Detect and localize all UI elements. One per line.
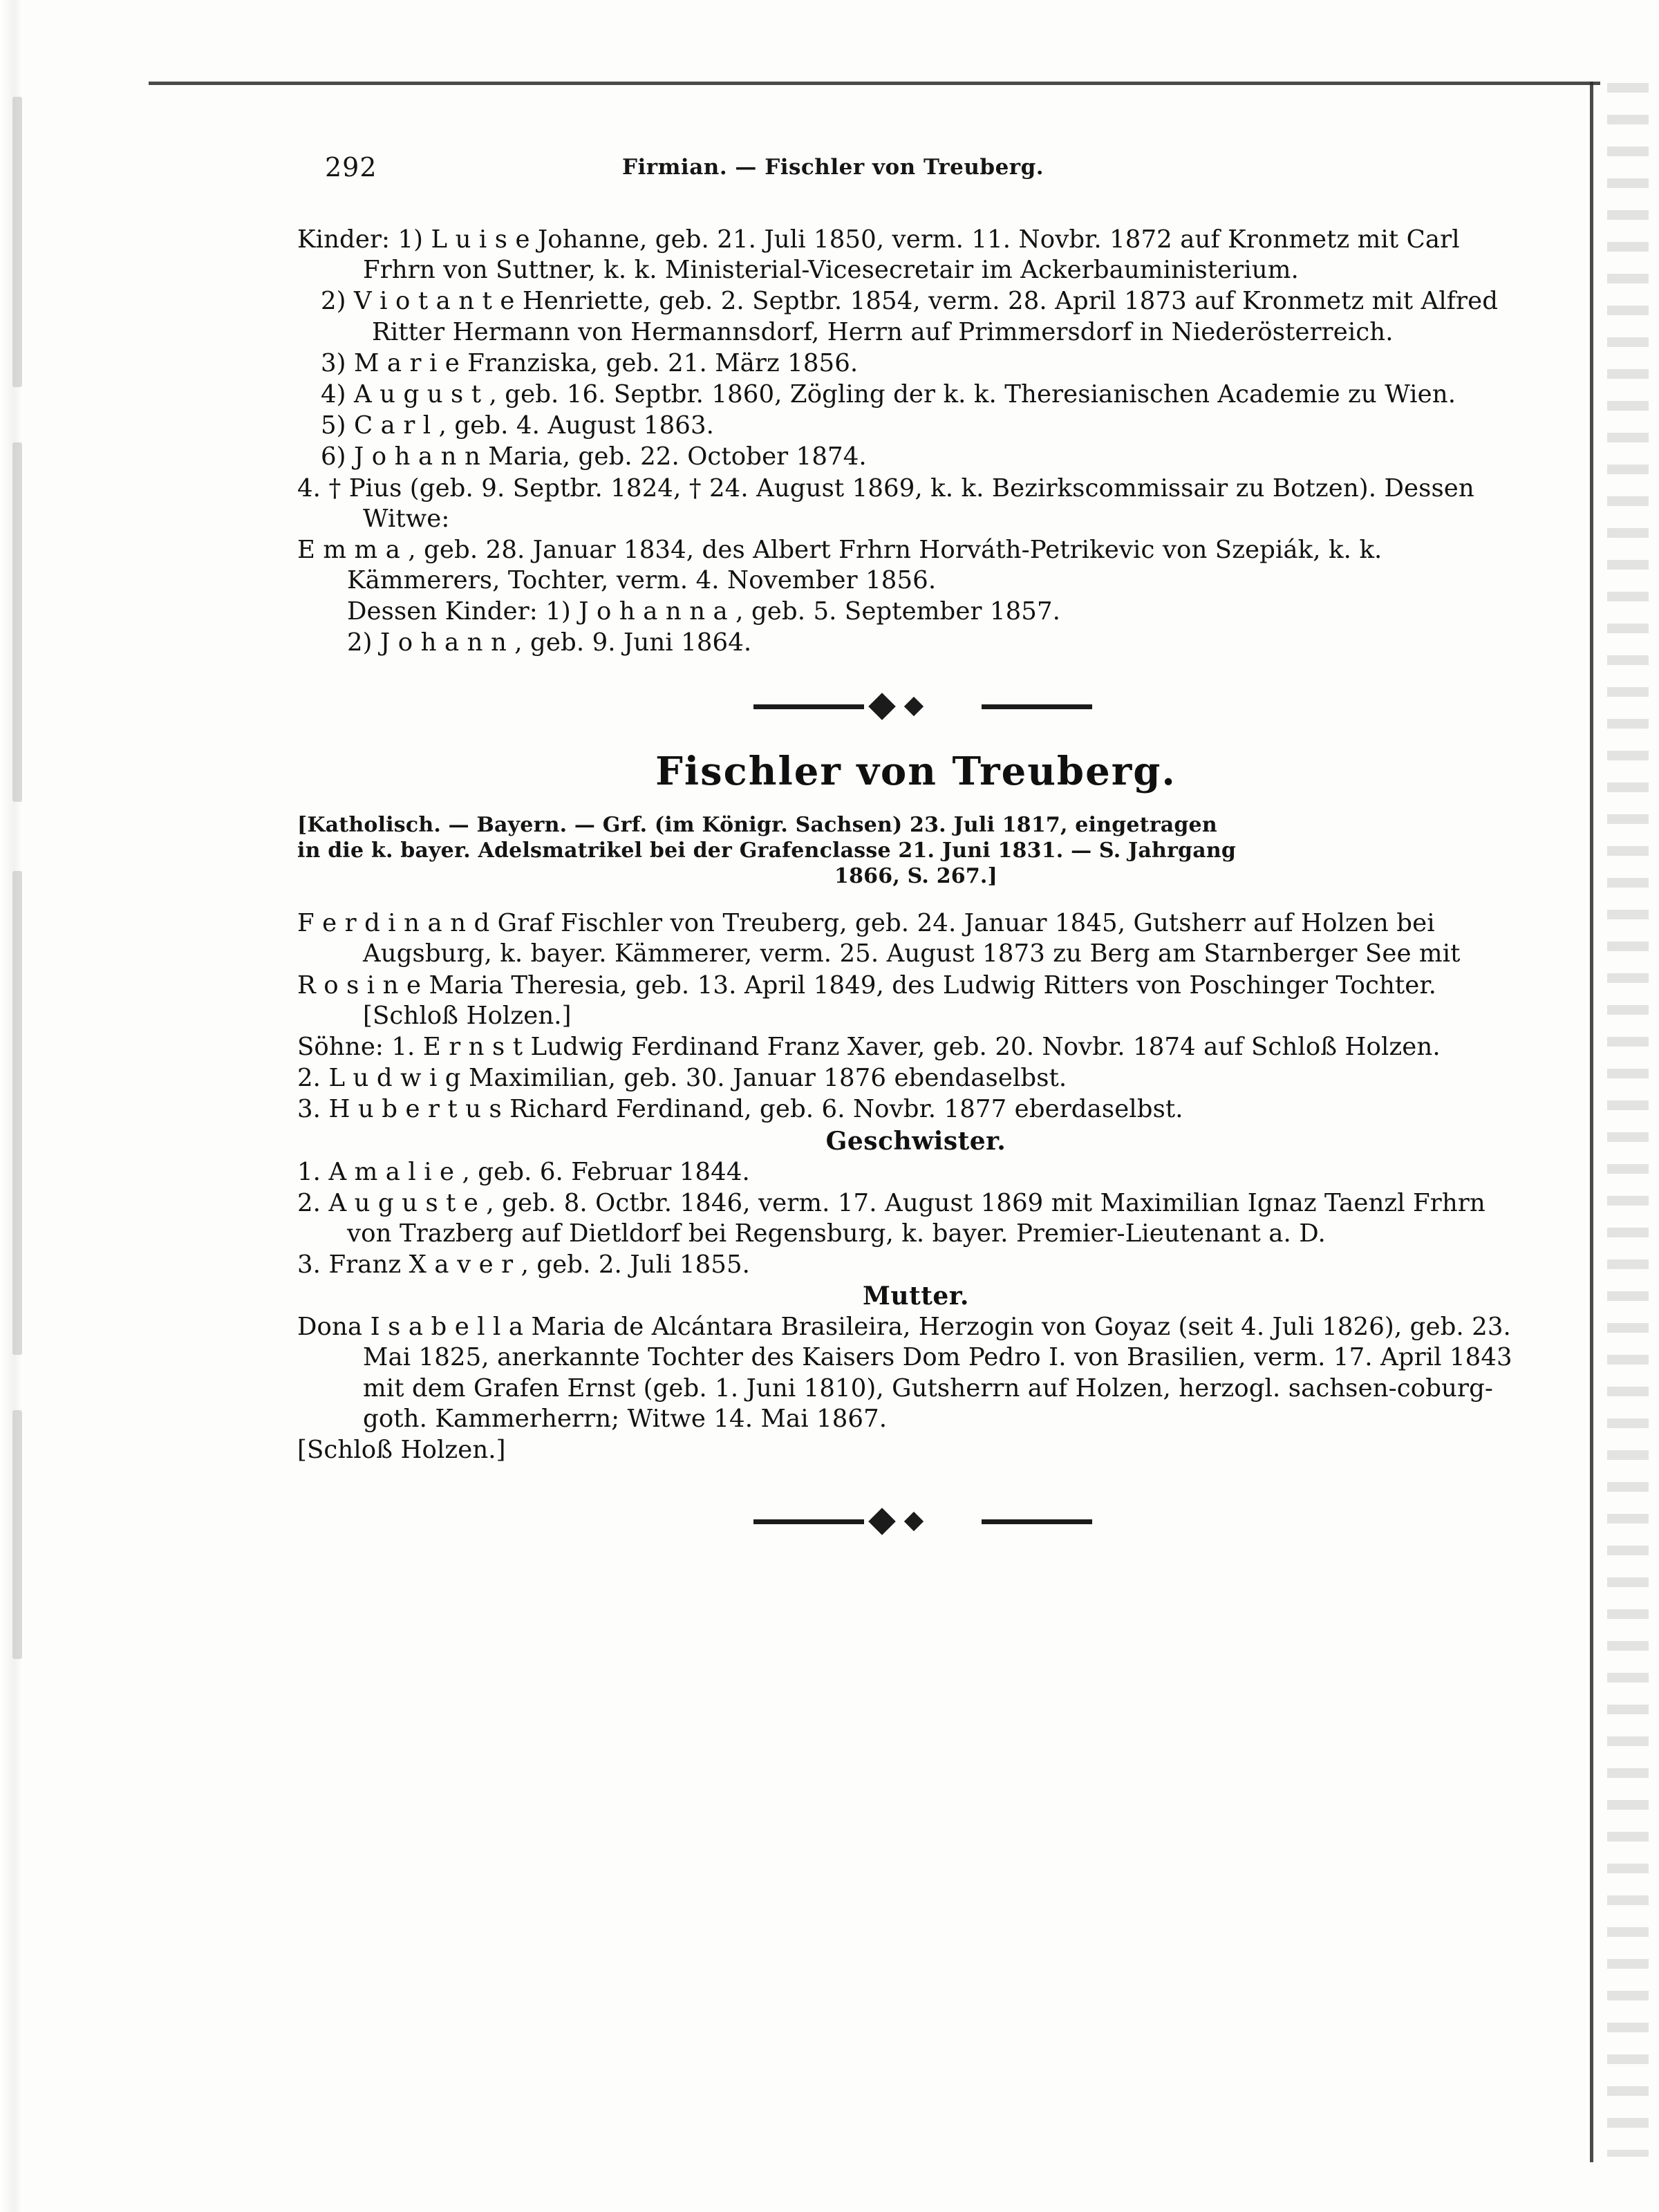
page-text-block [297, 145, 1535, 1564]
entry-line: Dessen Kinder: 1) J o h a n n a , geb. 5. September 1857. [347, 597, 1061, 626]
entry-line: [Schloß Holzen.] [297, 1436, 506, 1464]
entry-line: E m m a , geb. 28. Januar 1834, des Albert Frhrn Horváth-Petrikevic von Szepiák, k. k. Kämmerers, Tochter, verm. 4. November 1856. [297, 535, 1382, 595]
ornament-diamond-small [904, 1512, 924, 1531]
entry-line: 2. L u d w i g Maximilian, geb. 30. Januar 1876 ebendaselbst. [297, 1064, 1067, 1093]
ornament-bar-right [982, 1519, 1092, 1524]
page-top-rule [149, 82, 1600, 85]
entry-line: 1. A m a l i e , geb. 6. Februar 1844. [297, 1157, 750, 1186]
page-right-rule [1590, 82, 1593, 2162]
section-title: Fischler von Treuberg. [655, 748, 1177, 794]
ornament-bar-left [753, 704, 864, 709]
entry-line: 5) C a r l , geb. 4. August 1863. [321, 411, 715, 440]
section-bracket-note [297, 812, 1535, 890]
entry-line: 6) J o h a n n Maria, geb. 22. October 1874. [321, 442, 867, 471]
ornament-bar-left [753, 1519, 864, 1524]
ornament-diamond-small [904, 696, 924, 715]
scan-edge-speck [12, 97, 22, 387]
scan-edge-speck [12, 442, 22, 802]
entry-line: 2) J o h a n n , geb. 9. Juni 1864. [347, 628, 752, 657]
ornament-divider-bottom [297, 1497, 1535, 1546]
entry-line: 2) V i o t a n t e Henriette, geb. 2. Septbr. 1854, verm. 28. April 1873 auf Kronmetz mit Alfred Ritter Hermann von Hermannsdorf, Herrn auf Primmersdorf in Niederösterreich. [321, 287, 1499, 346]
ornament-diamond-large [868, 1508, 896, 1535]
entry-line: R o s i n e Maria Theresia, geb. 13. April 1849, des Ludwig Ritters von Poschinger Tochter. [Schloß Holzen.] [297, 971, 1436, 1030]
entry-line: 3. H u b e r t u s Richard Ferdinand, geb. 6. Novbr. 1877 eberdaselbst. [297, 1095, 1183, 1124]
bracket-note-line-1: [Katholisch. — Bayern. — Grf. (im Königr. Sachsen) 23. Juli 1817, eingetragen [297, 812, 1217, 837]
ornament-bar-right [982, 704, 1092, 709]
entry-line: 2. A u g u s t e , geb. 8. Octbr. 1846, verm. 17. August 1869 mit Maximilian Ignaz Taenzl Frhrn von Trazberg auf Dietldorf bei Regensburg, k. bayer. Premier-Lieutenant a. D. [297, 1188, 1485, 1248]
entry-line: Dona I s a b e l l a Maria de Alcántara Brasileira, Herzogin von Goyaz (seit 4. Juli 1826), geb. 23. Mai 1825, anerkannte Tochter des Kaisers Dom Pedro I. von Brasilien, verm. 17. April 1843 mit dem Grafen Ernst (geb. 1. Juni 1810), Gutsherrn auf Holzen, herzogl. sachsen-coburg-goth. Kammerherrn; Witwe 14. Mai 1867. [297, 1313, 1512, 1433]
running-head [297, 145, 1535, 187]
subheading-geschwister: Geschwister. [825, 1126, 1006, 1156]
scan-edge-speck [12, 1410, 22, 1659]
scan-edge-speck [12, 871, 22, 1355]
entry-line: Söhne: 1. E r n s t Ludwig Ferdinand Franz Xaver, geb. 20. Novbr. 1874 auf Schloß Holzen. [297, 1032, 1441, 1061]
entry-line: 3) M a r i e Franziska, geb. 21. März 1856. [321, 348, 859, 377]
entry-line: 3. Franz X a v e r , geb. 2. Juli 1855. [297, 1250, 751, 1280]
subheading-mutter: Mutter. [863, 1282, 969, 1311]
entry-line: Kinder: 1) L u i s e Johanne, geb. 21. Juli 1850, verm. 11. Novbr. 1872 auf Kronmetz mit Carl Frhrn von Suttner, k. k. Ministerial-Vicesecretair im Ackerbauministerium. [297, 225, 1460, 285]
entry-line: 4) A u g u s t , geb. 16. Septbr. 1860, Zögling der k. k. Theresianischen Academie zu Wien. [321, 379, 1456, 409]
bracket-note-line-3: 1866, S. 267.] [834, 864, 997, 888]
ornament-divider-top [297, 682, 1535, 731]
entry-line: 4. † Pius (geb. 9. Septbr. 1824, † 24. August 1869, k. k. Bezirkscommissair zu Botzen). Dessen Witwe: [297, 474, 1474, 533]
ornament-diamond-large [868, 693, 896, 720]
page-number: 292 [325, 152, 377, 182]
running-head-title: Firmian. — Fischler von Treuberg. [622, 155, 1044, 180]
bracket-note-line-2: in die k. bayer. Adelsmatrikel bei der Grafenclasse 21. Juni 1831. — S. Jahrgang [297, 838, 1237, 863]
entry-line: F e r d i n a n d Graf Fischler von Treuberg, geb. 24. Januar 1845, Gutsherr auf Holzen bei Augsburg, k. bayer. Kämmerer, verm. 25. August 1873 zu Berg am Starnberger See mit [297, 909, 1461, 968]
scan-right-margin-noise [1607, 83, 1649, 2157]
